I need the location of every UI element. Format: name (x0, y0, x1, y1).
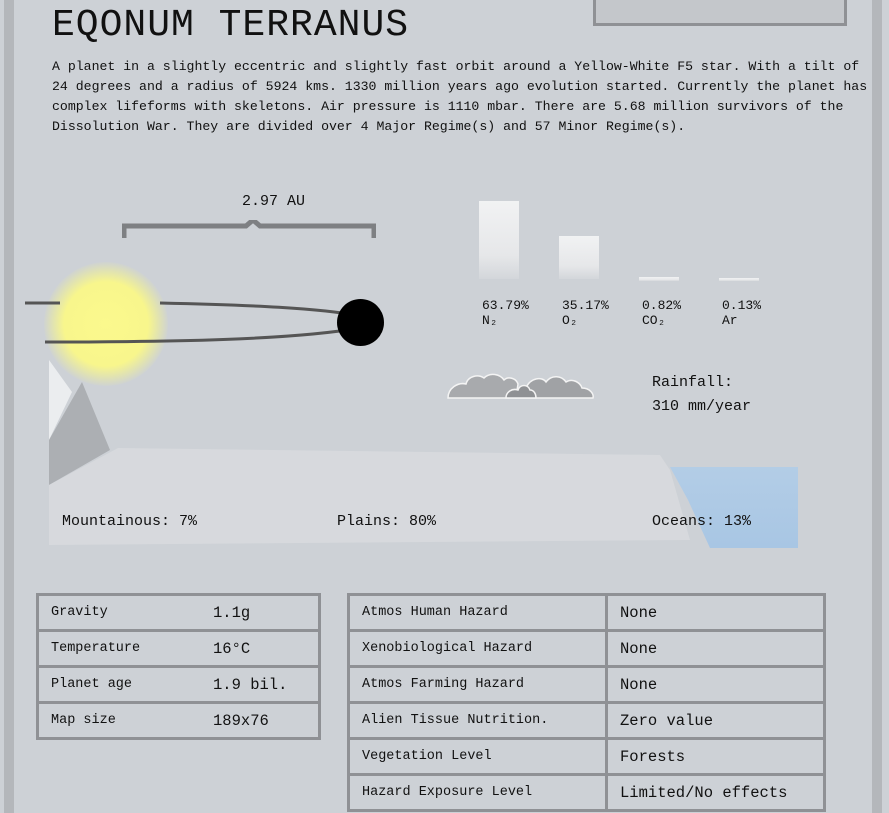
gas-pct-ar: 0.13% (722, 298, 762, 313)
stat-label: Gravity (39, 596, 201, 632)
mountainous-label: Mountainous: 7% (62, 513, 198, 530)
planet-icon (337, 299, 384, 346)
stat-value: 189x76 (213, 711, 269, 730)
hazard-value: None (608, 632, 823, 668)
bar-n2 (479, 201, 519, 279)
hazard-label: Hazard Exposure Level (350, 776, 608, 809)
gas-pct-n2: 63.79% (482, 298, 529, 313)
rainfall-label: Rainfall: (652, 374, 734, 391)
table-row (39, 668, 318, 704)
table-row (350, 740, 823, 776)
table-row (350, 668, 823, 704)
stat-label: Planet age (39, 668, 201, 704)
hazards-table (347, 593, 826, 812)
planet-title: EQONUM TERRANUS (52, 4, 410, 47)
table-row (39, 704, 318, 737)
table-row (350, 632, 823, 668)
stat-value: 1.9 bil. (201, 668, 318, 704)
gas-name-n2: N₂ (482, 313, 498, 328)
top-panel-box (593, 0, 847, 26)
gas-name-o2: O₂ (562, 313, 578, 328)
plains-label: Plains: 80% (337, 513, 437, 530)
hazard-value: None (608, 668, 823, 704)
stat-label: Map size (51, 713, 116, 728)
stat-value: 16°C (201, 632, 318, 668)
oceans-label: Oceans: 13% (652, 513, 752, 530)
hazard-label: Xenobiological Hazard (350, 632, 608, 668)
table-row (350, 596, 823, 632)
gas-pct-o2: 35.17% (562, 298, 609, 313)
stat-value: 1.1g (201, 596, 318, 632)
hazard-value: Zero value (608, 704, 823, 740)
gas-name-co2: CO₂ (642, 313, 666, 328)
bar-o2 (559, 236, 599, 279)
hazard-value: Forests (608, 740, 823, 776)
distance-bracket-icon (122, 220, 376, 240)
table-row (350, 704, 823, 740)
planet-description: A planet in a slightly eccentric and slightly fast orbit around a Yellow-White F5 star. With a tilt of 24 degrees and a radius of 5924 kms. 1330 million years ago evolution started. Currently the planet has complex lifeforms with skeletons. Air pressure is 1110 mbar. There are 5.68 million survivors of the Dissolution War. They are divided over 4 Major Regime(s) and 57 Minor Regime(s). (52, 59, 868, 134)
bar-ar (719, 278, 759, 281)
gas-name-ar: Ar (722, 313, 738, 328)
hazard-label: Alien Tissue Nutrition. (350, 704, 608, 740)
table-row (39, 632, 318, 668)
stat-label: Temperature (39, 632, 201, 668)
hazard-value: None (608, 596, 823, 632)
hazard-label: Vegetation Level (350, 740, 608, 776)
table-row (350, 776, 823, 809)
planet-stats-table (36, 593, 321, 740)
ocean-area (670, 467, 798, 548)
table-row (39, 596, 318, 632)
hazard-label: Atmos Farming Hazard (350, 668, 608, 704)
hazard-label: Atmos Human Hazard (350, 596, 608, 632)
bar-co2 (639, 277, 679, 281)
plains-area (49, 448, 690, 545)
orbit-distance-label: 2.97 AU (242, 193, 306, 210)
gas-pct-co2: 0.82% (642, 298, 682, 313)
hazard-value: Limited/No effects (620, 783, 788, 802)
rainfall-value: 310 mm/year (652, 398, 752, 415)
